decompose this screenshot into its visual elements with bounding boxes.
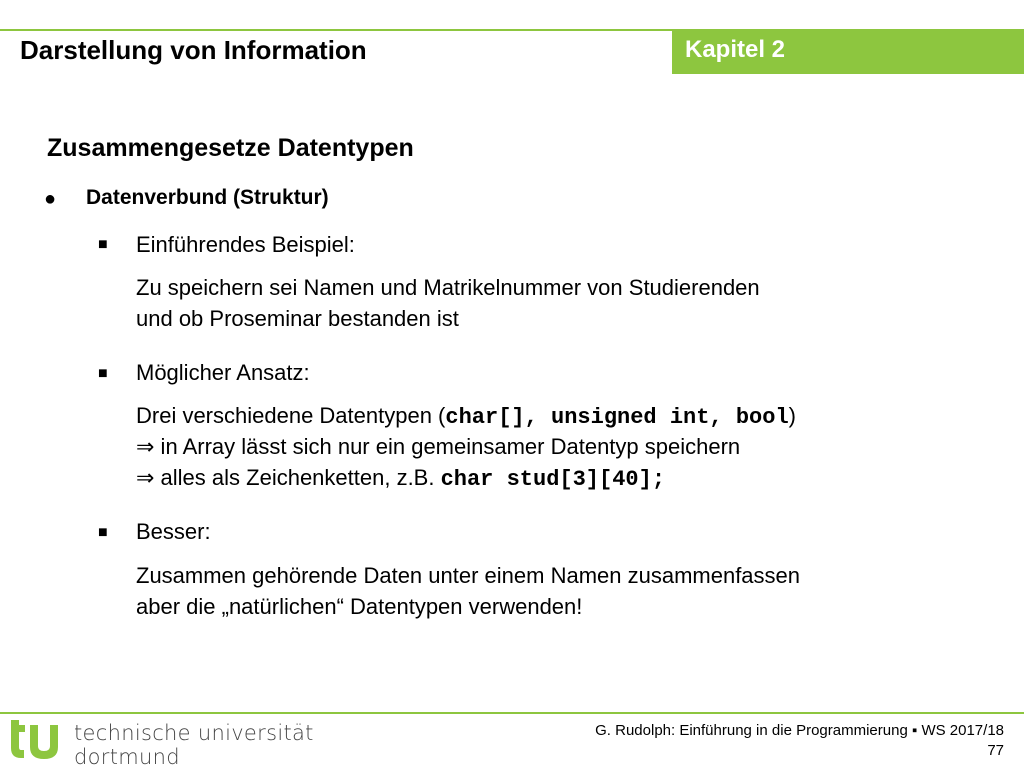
- implies-icon: ⇒: [136, 465, 155, 490]
- text-segment: ): [788, 403, 796, 428]
- item-text-line: aber die „natürlichen“ Datentypen verwenden!: [136, 594, 583, 619]
- university-name: [74, 721, 314, 768]
- header-rule: [0, 29, 672, 31]
- section-title: Zusammengesetze Datentypen: [47, 134, 414, 162]
- square-bullet-icon: ■: [98, 236, 108, 253]
- item-text-line: [136, 403, 796, 430]
- code-snippet: char stud[3][40];: [440, 467, 666, 492]
- implies-icon: ⇒: [136, 434, 155, 459]
- item-text-line: [136, 434, 740, 460]
- bullet-icon: ●: [44, 188, 57, 210]
- item-text-line: Zusammen gehörende Daten unter einem Namen zusammenfassen: [136, 563, 801, 588]
- item-text-line: Zu speichern sei Namen und Matrikelnummer von Studierenden: [136, 275, 760, 300]
- chapter-label: Kapitel 2: [685, 36, 786, 63]
- item-label: Besser:: [136, 519, 211, 544]
- text-segment: Drei verschiedene Datentypen (: [136, 403, 446, 428]
- item-label: Einführendes Beispiel:: [136, 232, 355, 257]
- item-text-line: [136, 465, 665, 492]
- university-name-line: dortmund: [74, 745, 180, 768]
- text-segment: in Array lässt sich nur ein gemeinsamer Datentyp speichern: [154, 434, 741, 459]
- code-snippet: char[], unsigned int, bool: [445, 405, 789, 430]
- footer-rule: [0, 712, 1024, 714]
- university-name-line: technische universität: [74, 721, 314, 745]
- level1-item: Datenverbund (Struktur): [86, 186, 329, 209]
- page-number: 77: [987, 742, 1004, 759]
- footer-credit: G. Rudolph: Einführung in die Programmierung ▪ WS 2017/18: [595, 722, 1004, 739]
- tu-logo-icon: [6, 716, 70, 764]
- slide-header-title: Darstellung von Information: [20, 35, 367, 65]
- item-label: Möglicher Ansatz:: [136, 360, 310, 385]
- text-segment: alles als Zeichenketten, z.B.: [154, 465, 441, 490]
- square-bullet-icon: ■: [98, 365, 108, 382]
- item-text-line: und ob Proseminar bestanden ist: [136, 306, 459, 331]
- square-bullet-icon: ■: [98, 524, 108, 541]
